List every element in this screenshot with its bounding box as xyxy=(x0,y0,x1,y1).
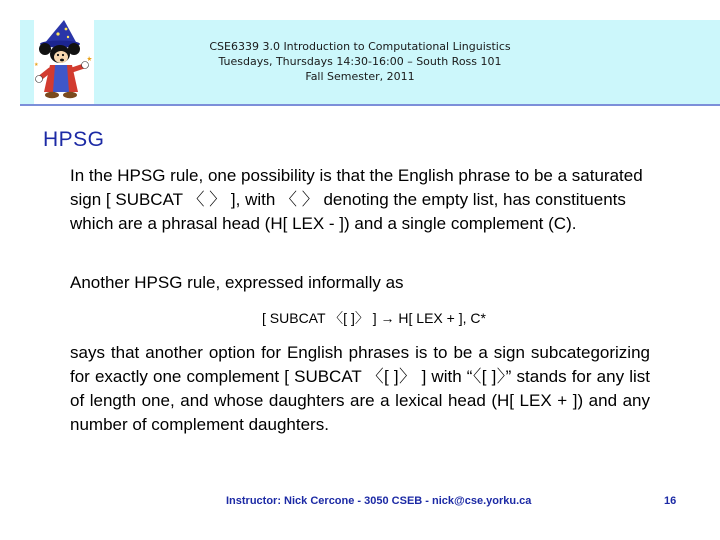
course-info xyxy=(110,39,610,84)
paragraph-saturated-sign: In the HPSG rule, one possibility is that the English phrase to be a saturated sign [ SUBCAT 〈 〉 ], with 〈 〉 denoting the empty list, has constituents which are a phrasal head (H[ LEX - ]) and a single complement (C). xyxy=(70,166,643,233)
course-term: Fall Semester, 2011 xyxy=(305,70,415,83)
course-title: CSE6339 3.0 Introduction to Computational Linguistics xyxy=(209,40,511,53)
header-divider xyxy=(20,104,720,106)
paragraph-subcategorizing: says that another option for English phrases is to be a sign subcategorizing for exactly one complement [ SUBCAT 〈[ ]〉 ] with “〈[ ]〉” stands for any list of length one, and whose daughters are a lexical head (H[ LEX + ]) and any number of complement daughters. xyxy=(70,343,650,434)
instructor-footer: Instructor: Nick Cercone - 3050 CSEB - nick@cse.yorku.ca xyxy=(226,495,532,507)
paragraph-another-rule: Another HPSG rule, expressed informally as xyxy=(70,273,404,292)
slide-title: HPSG xyxy=(43,128,105,151)
wizard-mouse-logo-icon xyxy=(26,18,102,104)
hpsg-rule-formula: [ SUBCAT 〈[ ]〉 ] → H[ LEX + ], C* xyxy=(262,310,486,326)
course-schedule: Tuesdays, Thursdays 14:30-16:00 – South Ross 101 xyxy=(218,55,502,68)
page-number: 16 xyxy=(664,495,677,507)
